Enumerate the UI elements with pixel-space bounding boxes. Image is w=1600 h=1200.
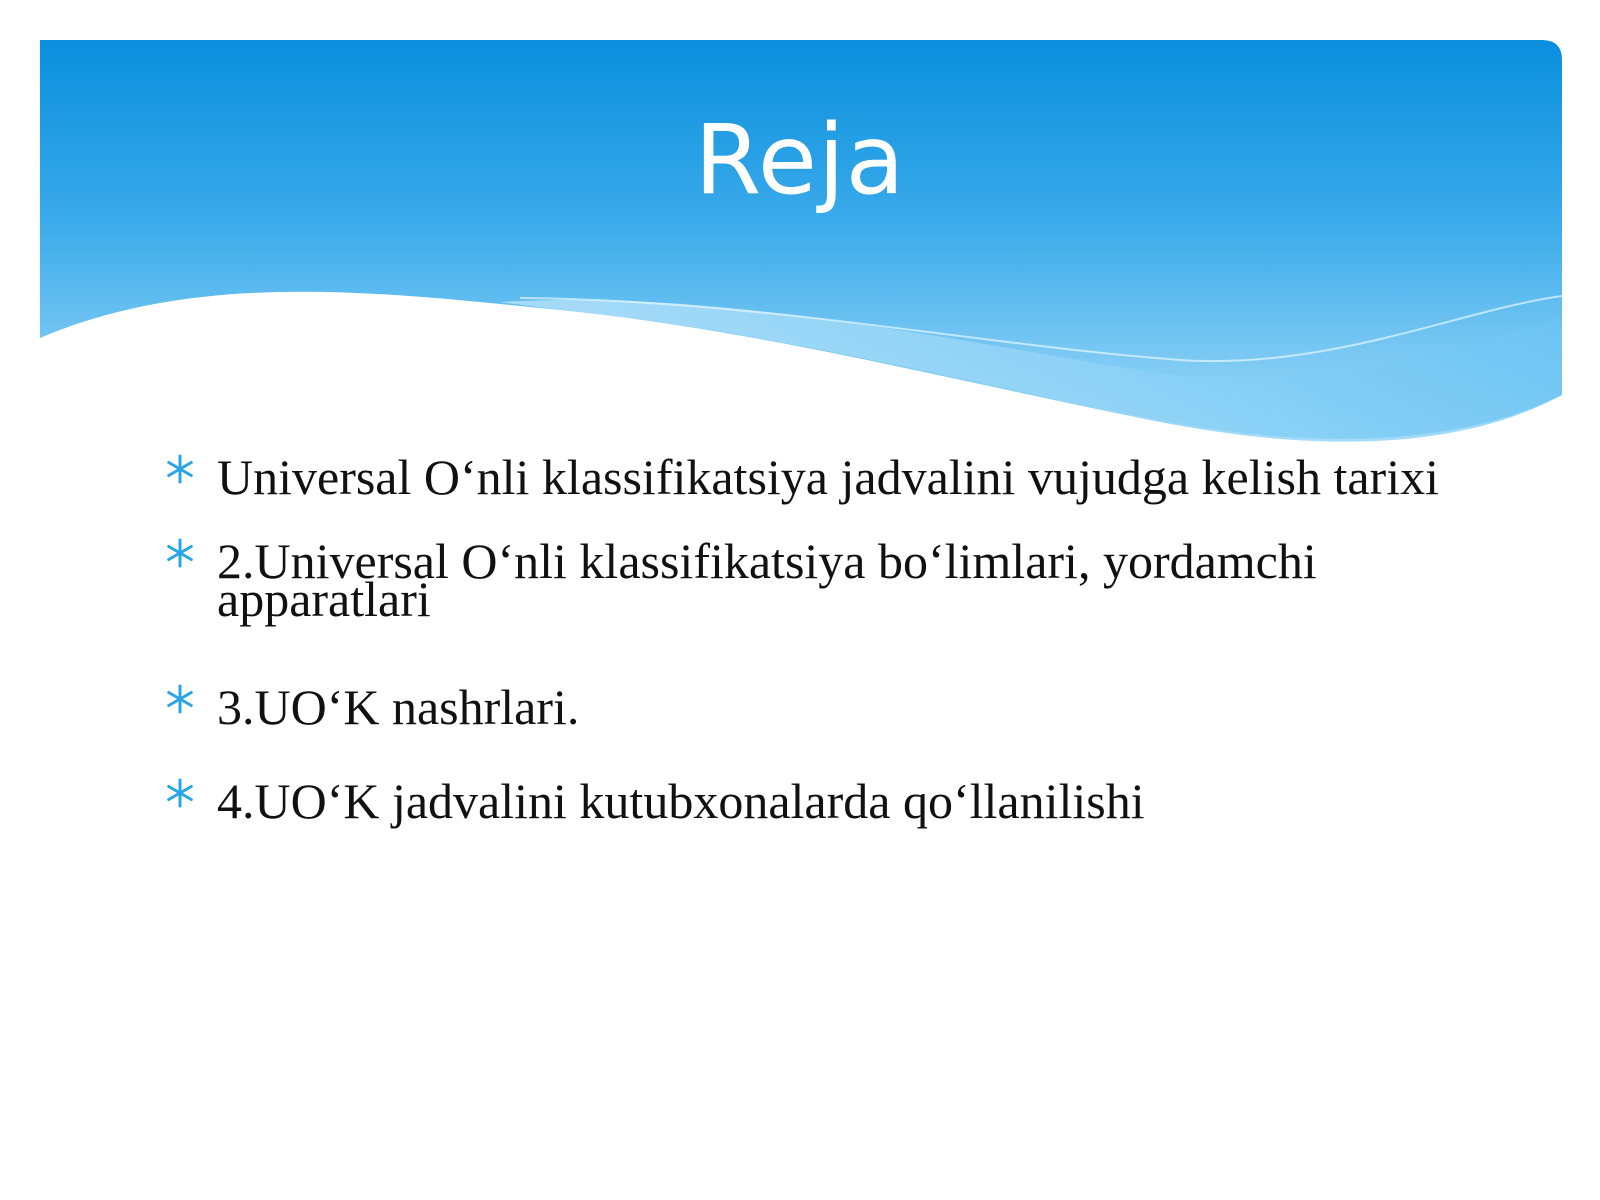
bullet-item xyxy=(165,679,1465,735)
asterisk-icon xyxy=(165,454,195,484)
bullet-item xyxy=(165,533,1465,627)
bullet-item xyxy=(165,449,1465,505)
bullet-item xyxy=(165,773,1465,829)
bullet-list xyxy=(165,449,1465,829)
bullet-text: 4.UO‘K jadvalini kutubxonalarda qo‘llanilishi xyxy=(217,773,1145,829)
bullet-text: 2.Universal O‘nli klassifikatsiya bo‘limlari, yordamchi apparatlari xyxy=(217,533,1317,627)
header-wave-background xyxy=(0,0,1600,460)
slide-title: Reja xyxy=(694,104,906,216)
bullet-text: Universal O‘nli klassifikatsiya jadvalini vujudga kelish tarixi xyxy=(217,449,1439,505)
bullet-text: 3.UO‘K nashrlari. xyxy=(217,679,580,735)
asterisk-icon xyxy=(165,538,195,568)
asterisk-icon xyxy=(165,778,195,808)
asterisk-icon xyxy=(165,684,195,714)
